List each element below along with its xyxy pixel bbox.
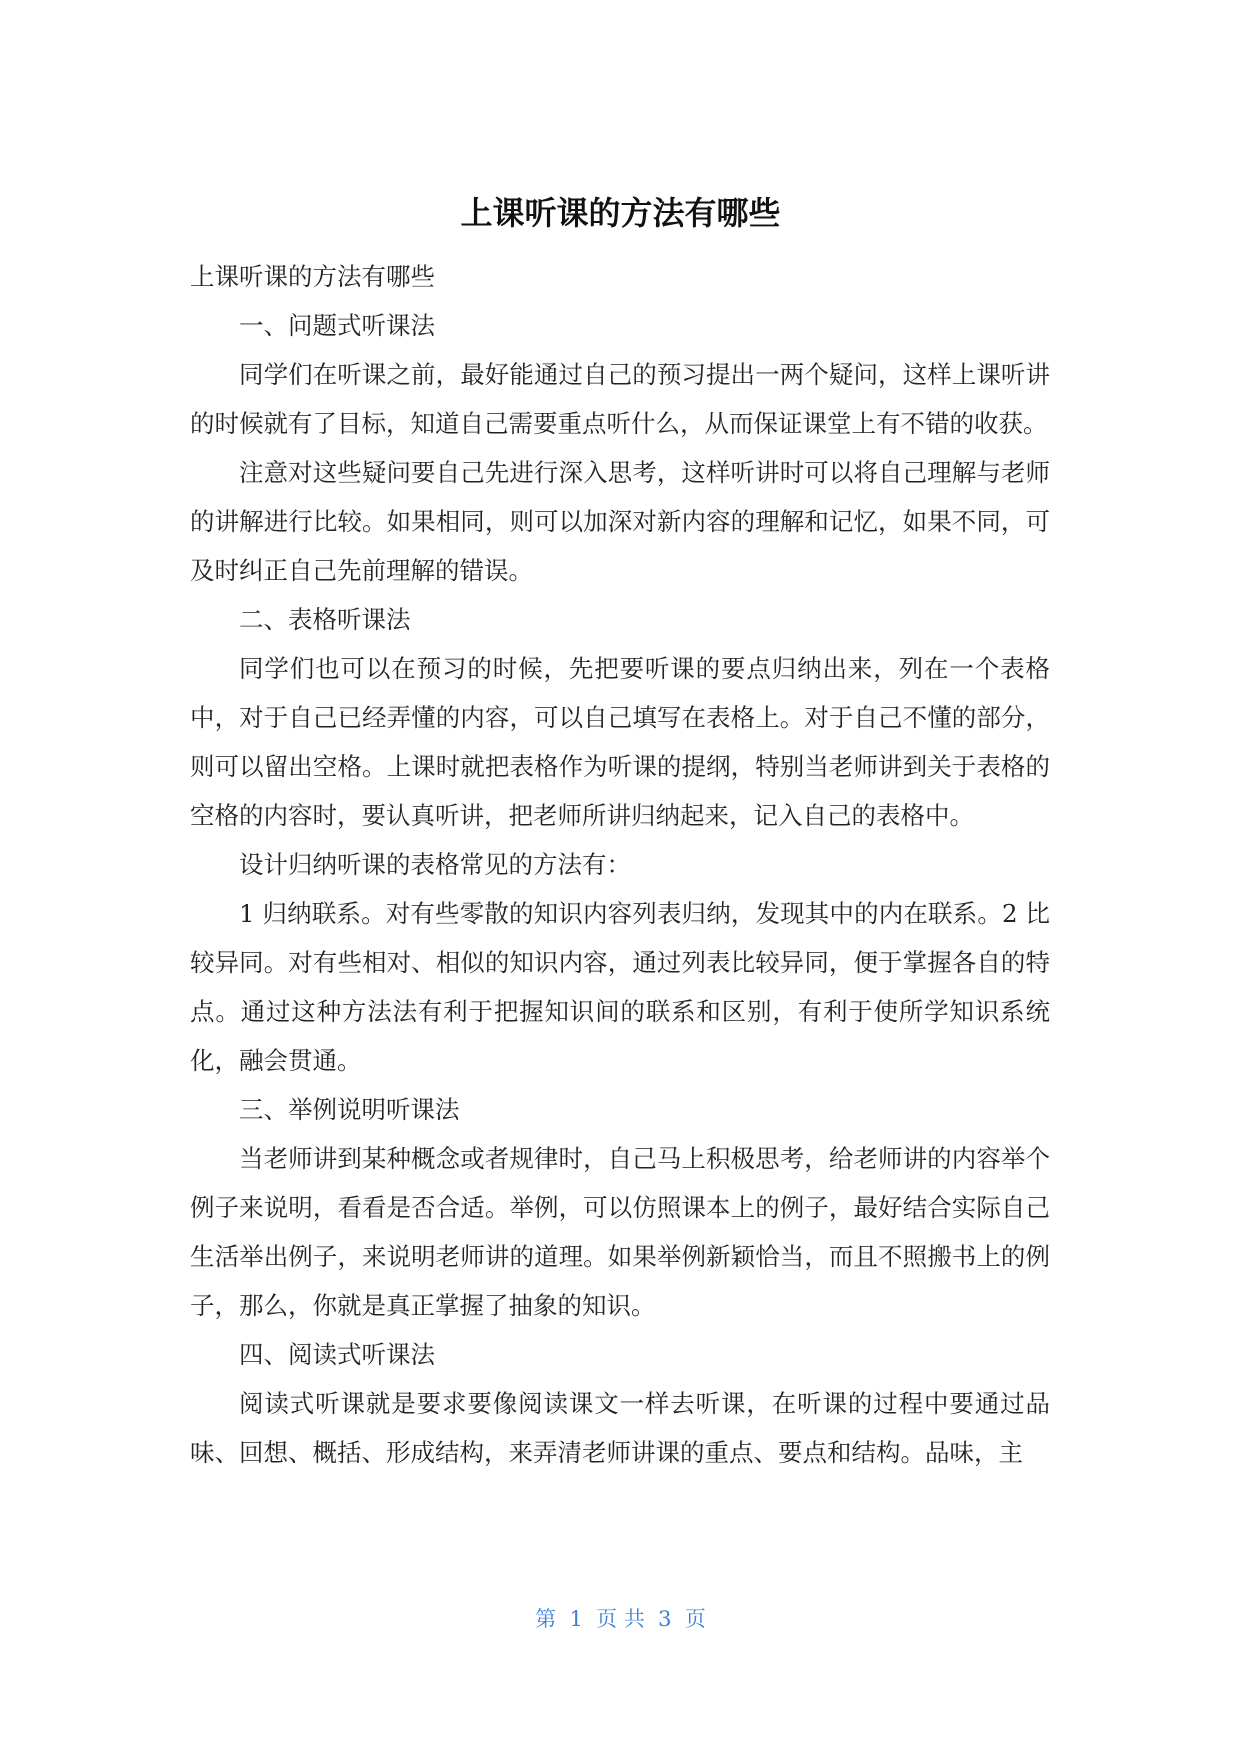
- section-heading: 一、问题式听课法: [239, 311, 435, 340]
- paragraph: 阅读式听课就是要求要像阅读课文一样去听课，在听课的过程中要通过品味、回想、概括、形成结构，来弄清老师讲课的重点、要点和结构。品味，主: [190, 1389, 1050, 1467]
- document-body: [190, 252, 1050, 1477]
- section-heading: 二、表格听课法: [239, 605, 411, 634]
- paragraph: 同学们在听课之前，最好能通过自己的预习提出一两个疑问，这样上课听讲的时候就有了目标，知道自己需要重点听什么，从而保证课堂上有不错的收获。: [190, 360, 1050, 438]
- paragraph: 上课听课的方法有哪些: [190, 262, 435, 291]
- section-heading: 四、阅读式听课法: [239, 1340, 435, 1369]
- paragraph: 当老师讲到某种概念或者规律时，自己马上积极思考，给老师讲的内容举个例子来说明，看看是否合适。举例，可以仿照课本上的例子，最好结合实际自己生活举出例子，来说明老师讲的道理。如果举例新颖恰当，而且不照搬书上的例子，那么，你就是真正掌握了抽象的知识。: [190, 1144, 1050, 1320]
- page-number-footer: 第 1 页 共 3 页: [535, 1607, 706, 1631]
- paragraph: 注意对这些疑问要自己先进行深入思考，这样听讲时可以将自己理解与老师的讲解进行比较。如果相同，则可以加深对新内容的理解和记忆，如果不同，可及时纠正自己先前理解的错误。: [190, 458, 1050, 585]
- section-heading: 三、举例说明听课法: [239, 1095, 460, 1124]
- document-title: 上课听课的方法有哪些: [460, 194, 781, 232]
- paragraph: 同学们也可以在预习的时候，先把要听课的要点归纳出来，列在一个表格中，对于自己已经弄懂的内容，可以自己填写在表格上。对于自己不懂的部分，则可以留出空格。上课时就把表格作为听课的提纲，特别当老师讲到关于表格的空格的内容时，要认真听讲，把老师所讲归纳起来，记入自己的表格中。: [190, 654, 1050, 830]
- paragraph: 设计归纳听课的表格常见的方法有：: [239, 850, 631, 879]
- paragraph: 1 归纳联系。对有些零散的知识内容列表归纳，发现其中的内在联系。2 比较异同。对有些相对、相似的知识内容，通过列表比较异同，便于掌握各自的特点。通过这种方法法有利于把握知识间的联系和区别，有利于使所学知识系统化，融会贯通。: [190, 899, 1050, 1075]
